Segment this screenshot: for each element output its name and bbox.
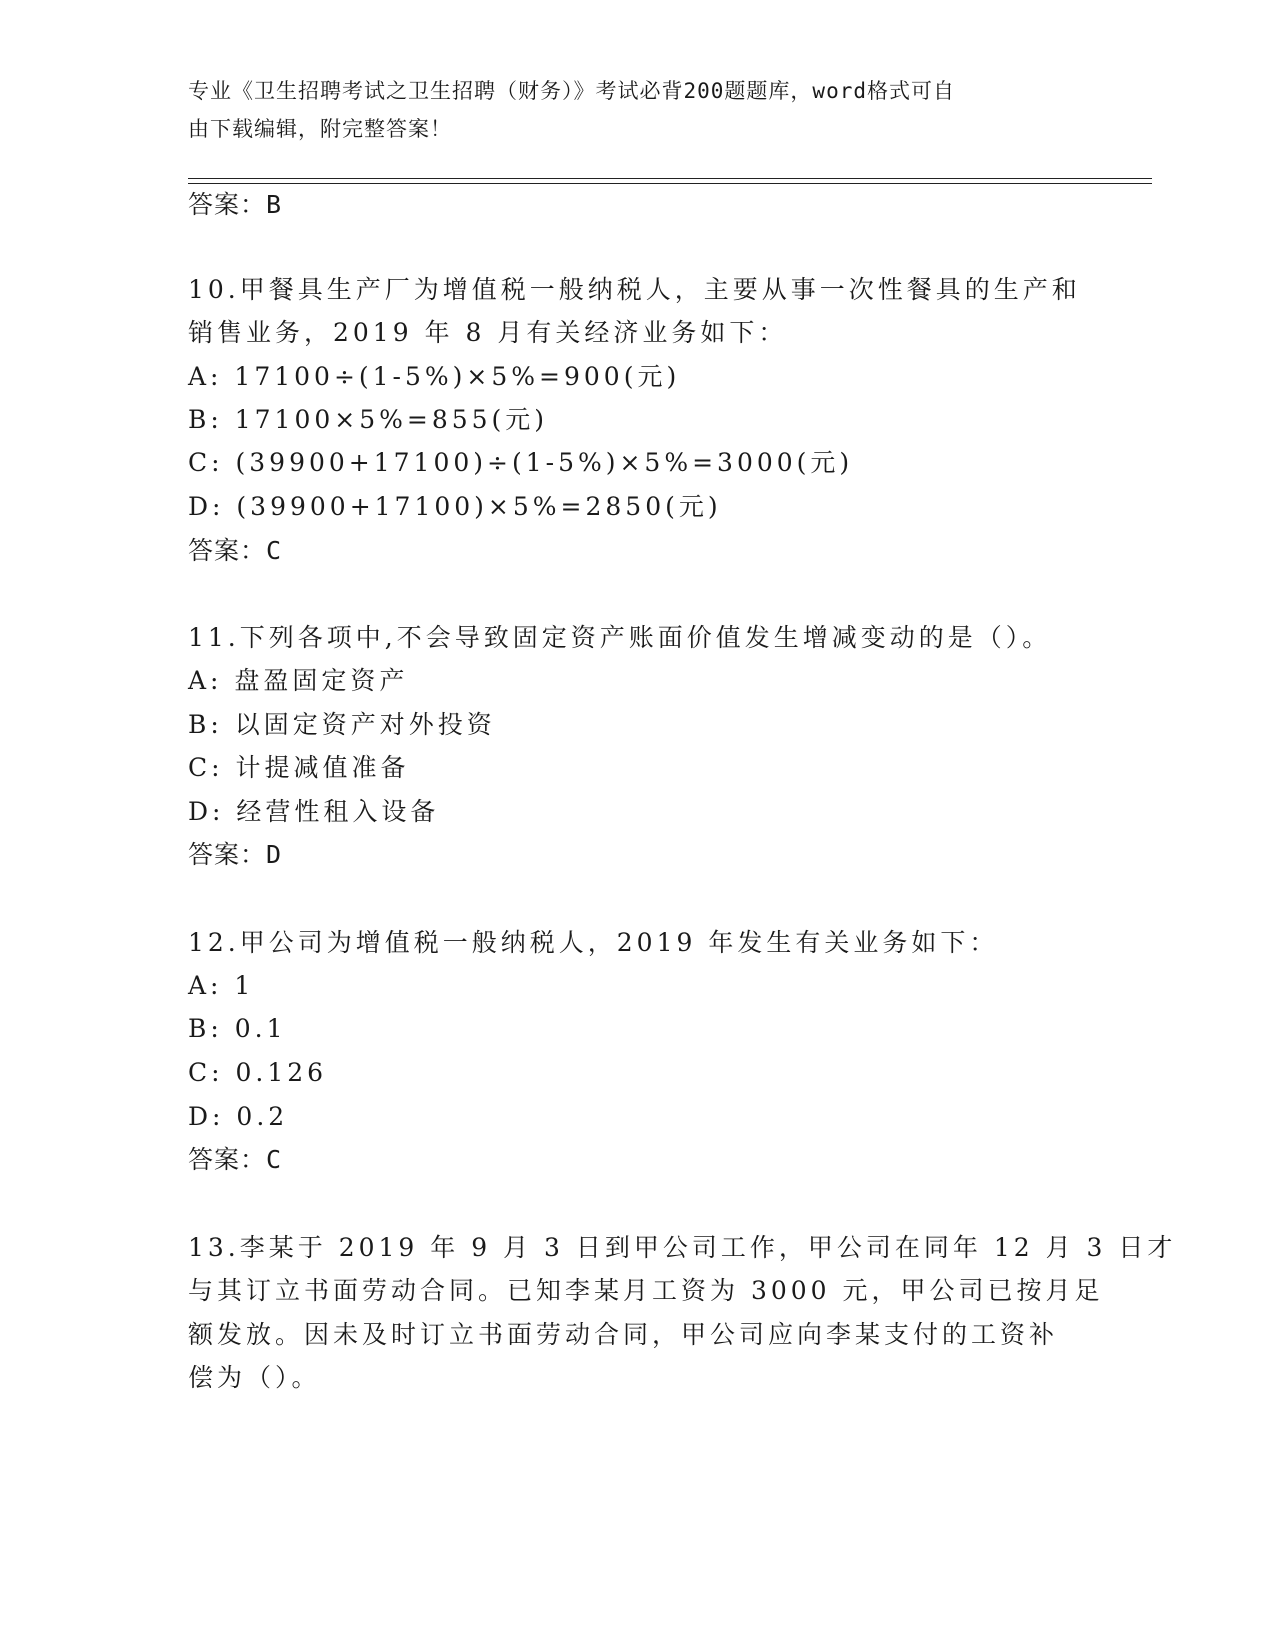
- question-10-option-a: A: 17100÷(1-5%)×5%=900(元): [188, 362, 681, 391]
- question-13-line-1: 13.李某于 2019 年 9 月 3 日到甲公司工作，甲公司在同年 12 月 3 日才: [188, 1233, 1177, 1262]
- question-11-option-c: C: 计提减值准备: [188, 753, 410, 782]
- question-13-line-3: 额发放。因未及时订立书面劳动合同，甲公司应向李某支付的工资补: [188, 1320, 1059, 1349]
- header-divider-bottom: [188, 183, 1152, 184]
- question-11-option-d: D: 经营性租入设备: [188, 797, 440, 826]
- question-11-option-b: B: 以固定资产对外投资: [188, 710, 496, 739]
- question-13-line-2: 与其订立书面劳动合同。已知李某月工资为 3000 元，甲公司已按月足: [188, 1276, 1104, 1305]
- question-13-line-4: 偿为（）。: [188, 1363, 321, 1392]
- answer-9: 答案：B: [188, 190, 283, 219]
- question-11-option-a: A: 盘盈固定资产: [188, 666, 409, 695]
- question-10-option-c: C: (39900+17100)÷(1-5%)×5%=3000(元): [188, 448, 854, 477]
- header-divider-top: [188, 178, 1152, 179]
- question-12-option-d: D: 0.2: [188, 1102, 289, 1131]
- question-12-option-b: B: 0.1: [188, 1014, 287, 1043]
- question-10-line-1: 10.甲餐具生产厂为增值税一般纳税人，主要从事一次性餐具的生产和: [188, 275, 1081, 304]
- question-12-option-a: A: 1: [188, 971, 255, 1000]
- header-line-1: 专业《卫生招聘考试之卫生招聘（财务）》考试必背200题题库，word格式可自: [188, 79, 955, 103]
- question-11-line-1: 11.下列各项中,不会导致固定资产账面价值发生增减变动的是（）。: [188, 623, 1052, 652]
- answer-10: 答案：C: [188, 536, 283, 565]
- answer-12: 答案：C: [188, 1145, 283, 1174]
- question-12-line-1: 12.甲公司为增值税一般纳税人，2019 年发生有关业务如下：: [188, 928, 999, 957]
- question-10-option-b: B: 17100×5%=855(元): [188, 405, 549, 434]
- header-line-2: 由下载编辑，附完整答案！: [188, 117, 452, 141]
- question-10-option-d: D: (39900+17100)×5%=2850(元): [188, 492, 722, 521]
- answer-11: 答案：D: [188, 840, 283, 869]
- question-12-option-c: C: 0.126: [188, 1058, 328, 1087]
- document-header: [188, 72, 1088, 148]
- question-10-line-2: 销售业务，2019 年 8 月有关经济业务如下：: [188, 318, 788, 347]
